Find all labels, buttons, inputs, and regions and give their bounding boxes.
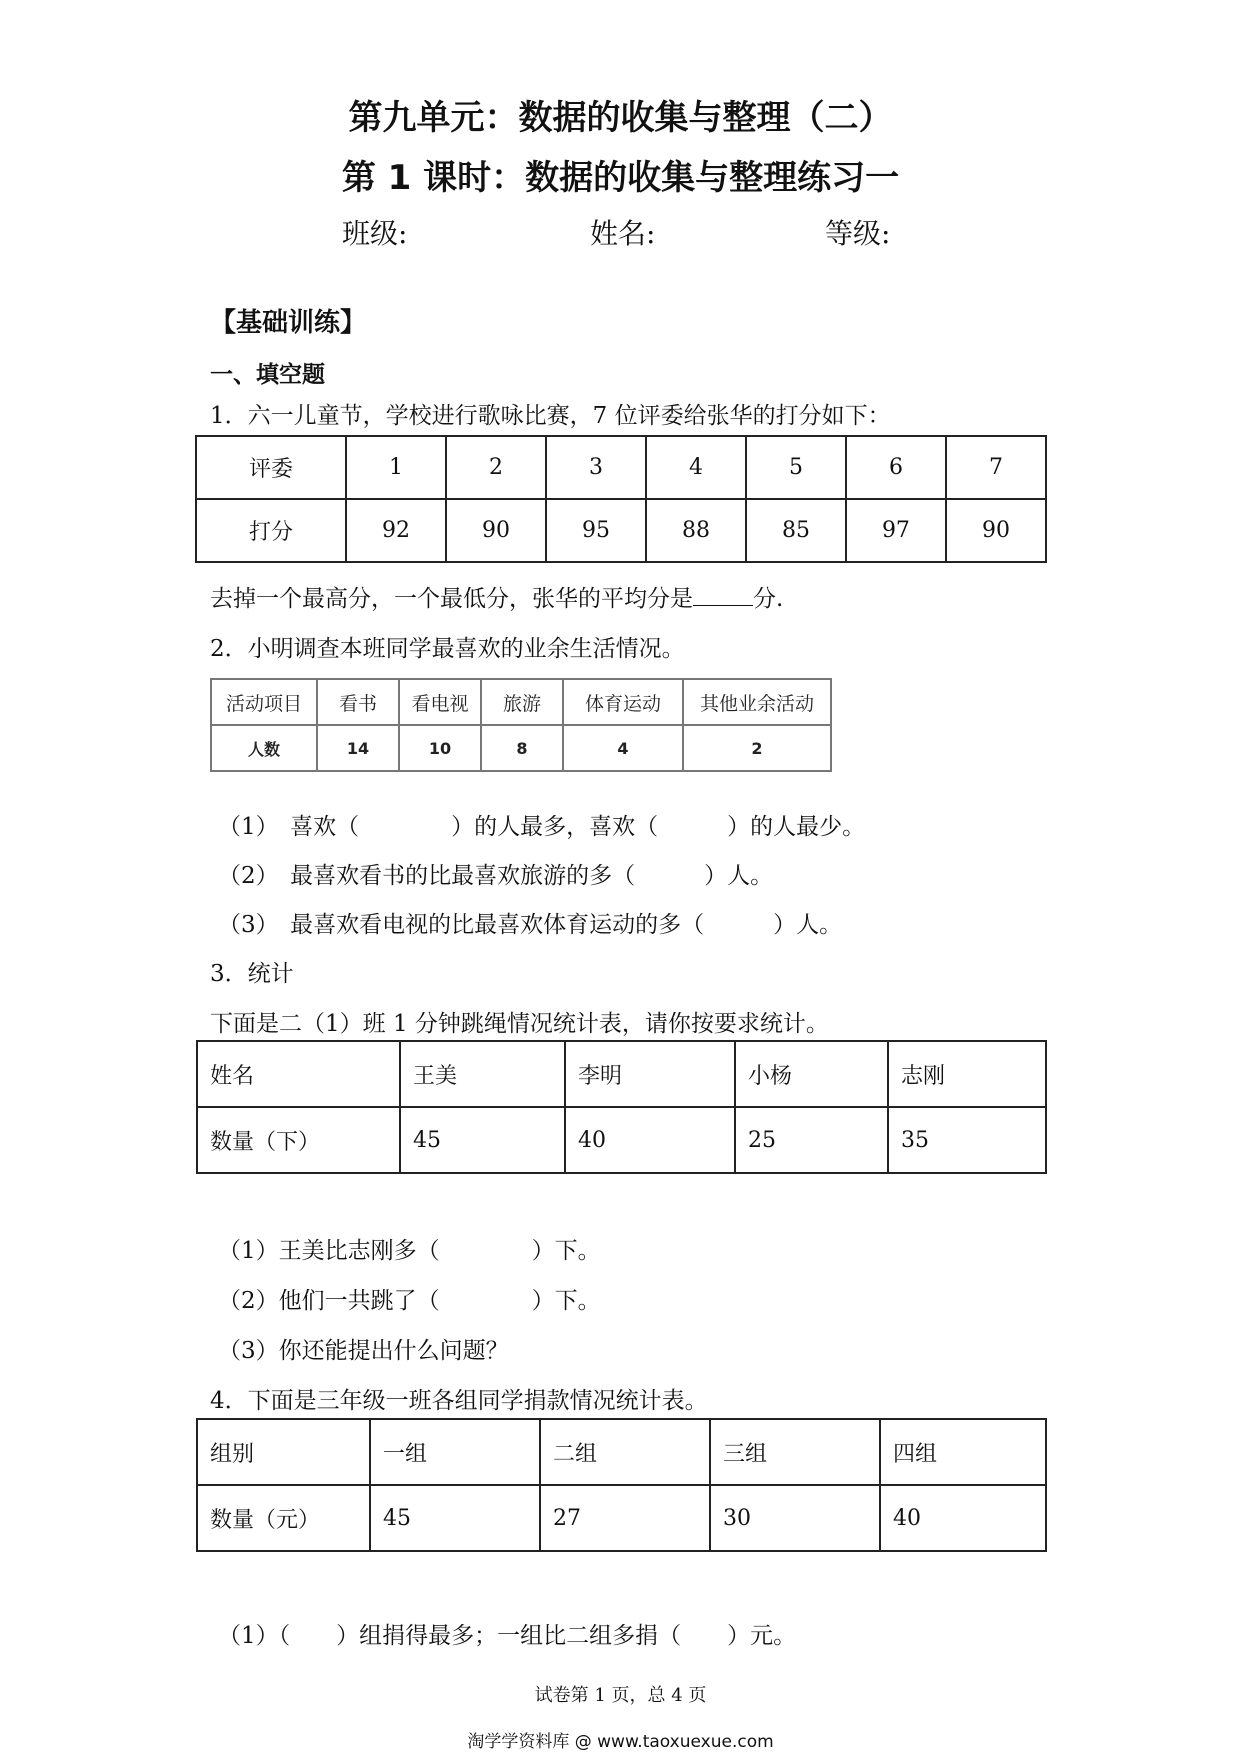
table-cell: 40 <box>880 1485 1046 1551</box>
page-title: 第九单元：数据的收集与整理（二） <box>348 98 893 138</box>
table-cell: 25 <box>735 1107 888 1173</box>
table-cell: 90 <box>446 499 546 562</box>
table-cell: 40 <box>565 1107 735 1173</box>
table-row <box>211 679 831 725</box>
table-cell: 5 <box>746 436 846 499</box>
table-cell: 志刚 <box>888 1041 1046 1107</box>
table-cell: 王美 <box>400 1041 565 1107</box>
q2-sub1: （1） 喜欢（ ）的人最多，喜欢（ ）的人最少。 <box>218 814 866 840</box>
table-cell: 2 <box>683 725 831 771</box>
table-cell: 1 <box>346 436 446 499</box>
table-cell: 体育运动 <box>563 679 683 725</box>
table-cell: 一组 <box>370 1419 540 1485</box>
q4-donation-table <box>196 1418 1047 1552</box>
q3-text: 下面是二（1）班 1 分钟跳绳情况统计表，请你按要求统计。 <box>210 1011 829 1037</box>
table-cell: 看书 <box>317 679 399 725</box>
table-cell: 90 <box>946 499 1046 562</box>
table-cell: 7 <box>946 436 1046 499</box>
table-cell: 四组 <box>880 1419 1046 1485</box>
q2-sub3: （3） 最喜欢看电视的比最喜欢体育运动的多（ ）人。 <box>218 912 843 938</box>
table-cell: 92 <box>346 499 446 562</box>
site-watermark: 淘学学资料库 @ www.taoxuexue.com <box>467 1732 774 1752</box>
table-cell: 27 <box>540 1485 710 1551</box>
q1-question <box>210 580 783 613</box>
page-number: 试卷第 1 页，总 4 页 <box>534 1685 707 1706</box>
table-cell: 3 <box>546 436 646 499</box>
table-row <box>197 1485 1046 1551</box>
table-cell: 人数 <box>211 725 317 771</box>
table-cell: 88 <box>646 499 746 562</box>
table-cell: 6 <box>846 436 946 499</box>
table-cell: 打分 <box>196 499 346 562</box>
table-cell: 李明 <box>565 1041 735 1107</box>
class-label: 班级: <box>342 217 408 250</box>
section-fill-in: 一、填空题 <box>210 362 325 388</box>
q2-text: 2．小明调查本班同学最喜欢的业余生活情况。 <box>210 636 685 662</box>
table-row <box>197 1107 1046 1173</box>
q2-hobby-table <box>210 678 832 772</box>
q1-question-unit: 分. <box>753 586 784 612</box>
table-cell: 小杨 <box>735 1041 888 1107</box>
table-cell: 2 <box>446 436 546 499</box>
q3-sub3: （3）你还能提出什么问题？ <box>218 1338 509 1364</box>
table-cell: 旅游 <box>481 679 563 725</box>
grade-label: 等级: <box>825 217 891 250</box>
table-cell: 数量（元） <box>197 1485 370 1551</box>
q4-sub1: （1）（ ）组捐得最多；一组比二组多捐（ ）元。 <box>218 1623 797 1649</box>
table-cell: 组别 <box>197 1419 370 1485</box>
table-cell: 8 <box>481 725 563 771</box>
table-row <box>196 499 1046 562</box>
table-cell: 看电视 <box>399 679 481 725</box>
table-cell: 85 <box>746 499 846 562</box>
table-cell: 二组 <box>540 1419 710 1485</box>
table-cell: 活动项目 <box>211 679 317 725</box>
q1-score-table <box>195 435 1047 563</box>
q2-sub2: （2） 最喜欢看书的比最喜欢旅游的多（ ）人。 <box>218 863 774 889</box>
q1-question-text: 去掉一个最高分，一个最低分，张华的平均分是 <box>210 586 693 612</box>
lesson-title: 第 1 课时：数据的收集与整理练习一 <box>341 158 900 198</box>
table-cell: 姓名 <box>197 1041 400 1107</box>
table-cell: 30 <box>710 1485 880 1551</box>
table-cell: 三组 <box>710 1419 880 1485</box>
table-cell: 45 <box>370 1485 540 1551</box>
table-cell: 97 <box>846 499 946 562</box>
section-basic-training: 【基础训练】 <box>210 308 367 338</box>
table-cell: 14 <box>317 725 399 771</box>
q3-rope-table <box>196 1040 1047 1174</box>
table-cell: 评委 <box>196 436 346 499</box>
table-cell: 35 <box>888 1107 1046 1173</box>
table-cell: 10 <box>399 725 481 771</box>
q3-sub2: （2）他们一共跳了（ ）下。 <box>218 1288 601 1314</box>
table-cell: 4 <box>646 436 746 499</box>
answer-blank[interactable] <box>693 585 753 606</box>
table-row <box>196 436 1046 499</box>
table-row <box>197 1419 1046 1485</box>
table-cell: 95 <box>546 499 646 562</box>
table-cell: 4 <box>563 725 683 771</box>
q3-heading: 3．统计 <box>210 961 294 987</box>
q1-text: 1．六一儿童节，学校进行歌咏比赛，7 位评委给张华的打分如下： <box>210 403 891 429</box>
name-label: 姓名: <box>590 217 656 250</box>
table-row <box>197 1041 1046 1107</box>
table-cell: 数量（下） <box>197 1107 400 1173</box>
table-row <box>211 725 831 771</box>
q4-text: 4．下面是三年级一班各组同学捐款情况统计表。 <box>210 1388 708 1414</box>
q3-sub1: （1）王美比志刚多（ ）下。 <box>218 1238 601 1264</box>
table-cell: 其他业余活动 <box>683 679 831 725</box>
table-cell: 45 <box>400 1107 565 1173</box>
